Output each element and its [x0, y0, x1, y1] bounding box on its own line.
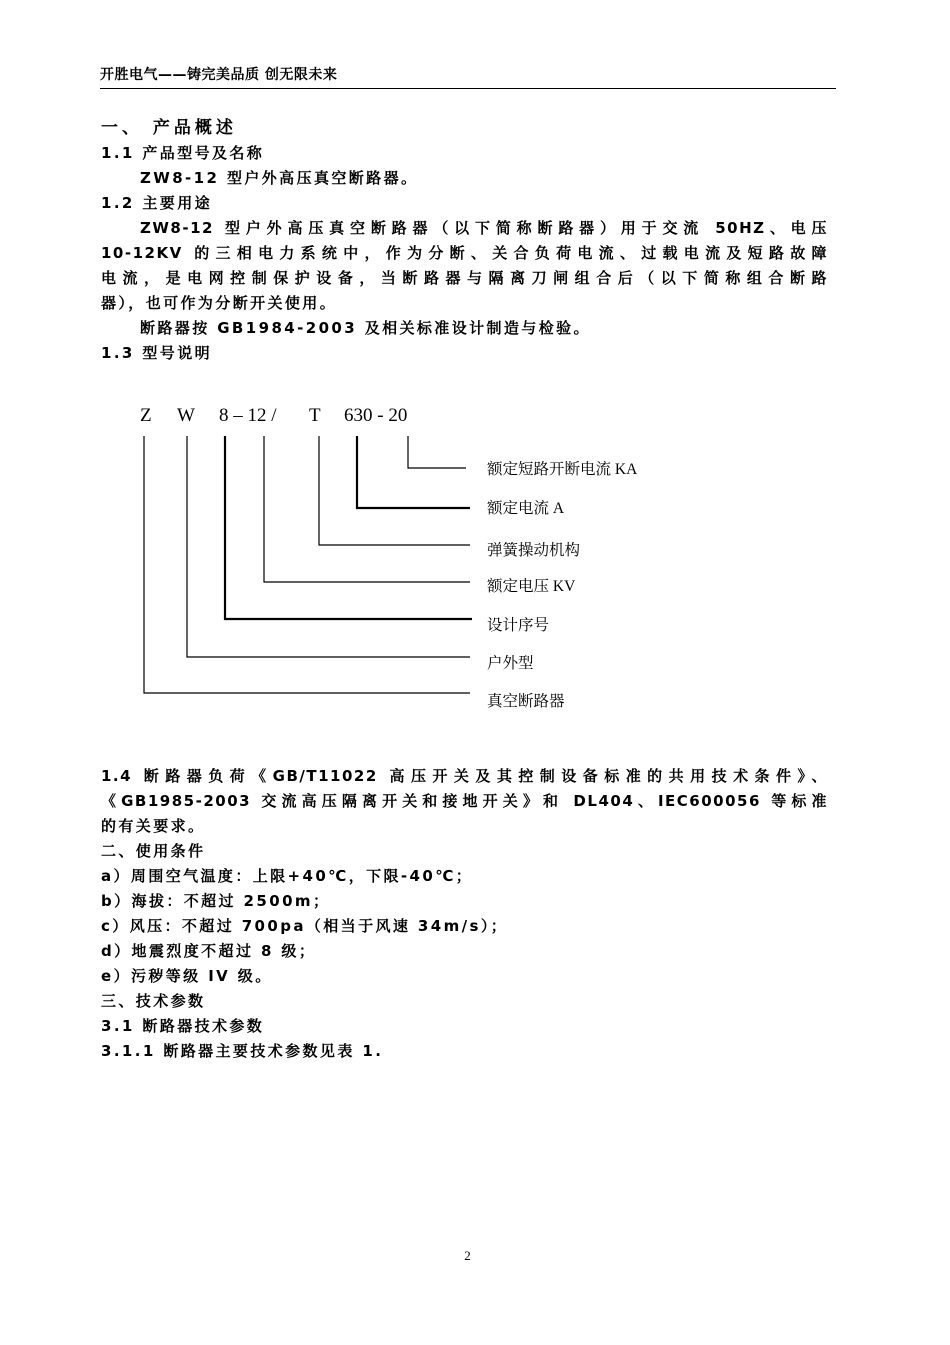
section1-1-title: 1.1 产品型号及名称	[101, 144, 265, 162]
section1-3-title: 1.3 型号说明	[101, 344, 212, 362]
section1-4-line-1: 1.4 断路器负荷《GB/T11022 高压开关及其控制设备标准的共用技术条件》、	[101, 767, 828, 785]
page-number: 2	[464, 1248, 471, 1263]
section1-2-line-2: 10-12KV 的三相电力系统中，作为分断、关合负荷电流、过载电流及短路故障	[101, 244, 828, 262]
section3-1-1-text: 3.1.1 断路器主要技术参数见表 1.	[101, 1042, 384, 1060]
section1-1-body: ZW8-12 型户外高压真空断路器。	[140, 169, 419, 187]
section1-4-line-2: 《GB1985-2003 交流高压隔离开关和接地开关》和 DL404、IEC600056 等标准	[101, 792, 828, 810]
leader-line-spring-mechanism	[319, 436, 470, 545]
label-design-serial: 设计序号	[487, 617, 550, 634]
model-token-w: W	[177, 405, 195, 426]
label-rated-current: 额定电流 A	[487, 500, 565, 517]
label-spring-mechanism: 弹簧操动机构	[487, 542, 581, 559]
label-outdoor: 户外型	[487, 655, 534, 672]
label-vacuum-breaker: 真空断路器	[487, 693, 565, 710]
model-token-current: 630 - 20	[344, 405, 408, 426]
section1-2-standard: 断路器按 GB1984-2003 及相关标准设计制造与检验。	[140, 319, 591, 337]
section1-2-line-4: 器），也可作为分断开关使用。	[101, 294, 338, 312]
section1-4-line-3: 的有关要求。	[101, 817, 206, 835]
section3-heading: 三、技术参数	[101, 992, 206, 1010]
model-token-z: Z	[140, 405, 152, 426]
leader-line-vacuum	[144, 436, 470, 693]
model-token-design-voltage: 8 – 12 /	[219, 405, 277, 426]
condition-item-c: c）风压：不超过 700pa（相当于风速 34m/s）；	[101, 917, 509, 935]
condition-item-b: b）海拔：不超过 2500m；	[101, 892, 331, 910]
page-header-title: 开胜电气——铸完美品质 创无限未来	[100, 67, 338, 83]
model-token-t: T	[309, 405, 321, 426]
leader-line-outdoor	[187, 436, 470, 657]
section1-heading: 一、 产品概述	[101, 118, 237, 138]
label-short-circuit-breaking-current: 额定短路开断电流 KA	[487, 461, 638, 478]
section1-2-title: 1.2 主要用途	[101, 194, 212, 212]
section2-heading: 二、使用条件	[101, 842, 206, 860]
section3-1-title: 3.1 断路器技术参数	[101, 1017, 265, 1035]
condition-item-d: d）地震烈度不超过 8 级；	[101, 942, 317, 960]
section1-2-line-3: 电流，是电网控制保护设备，当断路器与隔离刀闸组合后（以下简称组合断路	[101, 269, 828, 287]
leader-line-design-serial	[225, 436, 472, 619]
section1-2-line-1: ZW8-12 型户外高压真空断路器（以下简称断路器）用于交流 50HZ、电压	[140, 219, 828, 237]
leader-line-short-circuit	[408, 436, 466, 468]
condition-item-a: a）周围空气温度：上限+40℃，下限-40℃；	[101, 867, 474, 885]
label-rated-voltage: 额定电压 KV	[487, 578, 576, 595]
condition-item-e: e）污秽等级 IV 级。	[101, 967, 273, 985]
leader-line-rated-current	[357, 436, 470, 508]
